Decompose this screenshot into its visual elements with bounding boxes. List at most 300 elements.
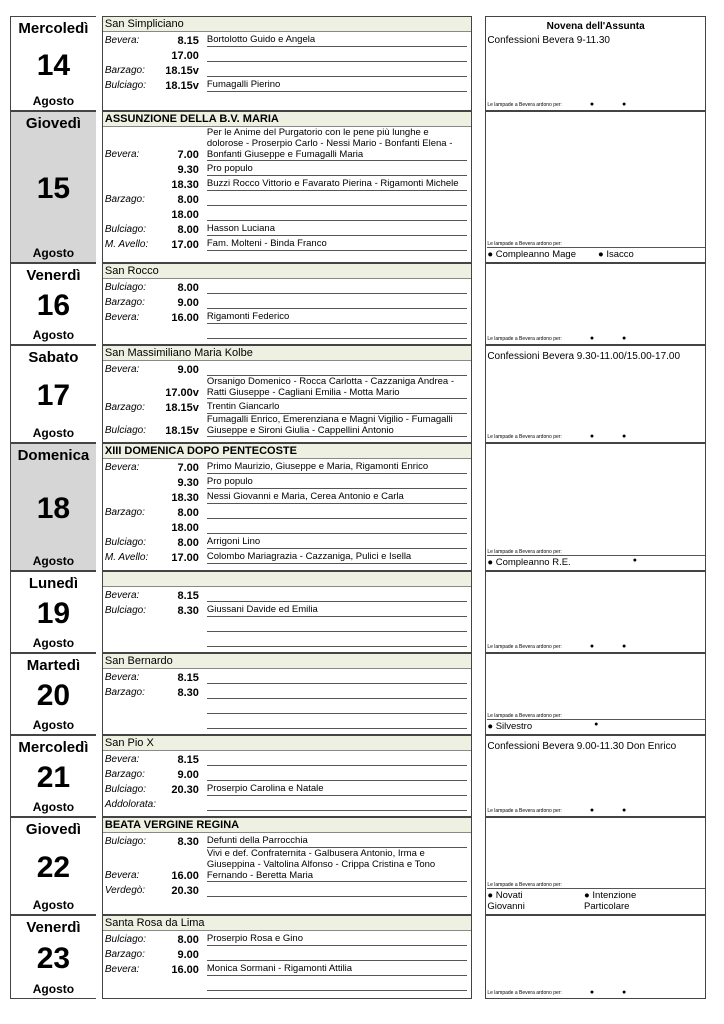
column-gap	[472, 915, 485, 999]
mass-intention	[207, 701, 467, 714]
mass-time: 16.00	[171, 870, 199, 882]
mass-time: 9.30	[177, 477, 199, 489]
mass-intention	[207, 49, 467, 62]
date-box	[10, 263, 96, 345]
mass-row	[103, 602, 471, 617]
mass-intention: Colombo Mariagrazia - Cazzaniga, Pulici e Isella	[207, 551, 467, 564]
mass-intention: Orsanigo Domenico - Rocca Carlotta - Cazzaniga Andrea - Ratti Giuseppe - Cagliani Emilia - Motta Mario	[207, 376, 467, 399]
saint-of-day: San Massimiliano Maria Kolbe	[103, 346, 471, 361]
mass-row	[103, 976, 471, 991]
mass-row	[103, 361, 471, 376]
day-number: 14	[36, 48, 71, 82]
mass-location: M. Avello:	[104, 552, 149, 563]
mass-intention: Defunti della Parrocchia	[207, 835, 467, 848]
mass-schedule	[102, 735, 472, 817]
mass-location: Bevera:	[104, 754, 140, 765]
mass-intention: Arrigoni Lino	[207, 536, 467, 549]
confession-note: Confessioni Bevera 9.30-11.00/15.00-17.00	[487, 351, 681, 362]
lamp-entry-text: Isacco	[606, 249, 634, 260]
day-block	[10, 915, 706, 999]
weekday-name: Giovedì	[25, 115, 81, 132]
day-number: 21	[36, 761, 71, 794]
mass-intention: Proserpio Carolina e Natale	[207, 783, 467, 796]
mass-time: 18.00	[171, 522, 199, 534]
mass-time: 18.15v	[165, 425, 199, 437]
mass-location: Barzago:	[104, 949, 145, 960]
mass-row	[103, 714, 471, 729]
mass-time: 17.00	[171, 239, 199, 251]
mass-intention: Vivi e def. Confraternita - Galbusera Antonio, Irma e Giuseppina - Valtolina Alfonso - Crippa Cristina e Tono Fernando - Beretta Maria	[207, 848, 467, 882]
mass-intention	[207, 753, 467, 766]
day-number: 20	[36, 679, 71, 712]
mass-schedule	[102, 571, 472, 653]
mass-location: Bulciago:	[104, 537, 147, 548]
lamp-label: Le lampade a Bevera ardono per:	[487, 882, 562, 888]
weekday-name: Sabato	[28, 349, 79, 366]
bullet-icon: ●	[487, 890, 496, 901]
mass-time: 18.00	[171, 209, 199, 221]
mass-time: 18.15v	[165, 402, 199, 414]
mass-row	[103, 796, 471, 811]
mass-location: Bevera:	[104, 149, 140, 160]
mass-row	[103, 504, 471, 519]
lamp-entry-text: Silvestro	[495, 721, 533, 732]
saint-of-day: ASSUNZIONE DELLA B.V. MARIA	[103, 112, 471, 127]
weekday-name: Mercoledì	[18, 20, 89, 37]
mass-row	[103, 279, 471, 294]
date-box	[10, 915, 96, 999]
mass-row	[103, 206, 471, 221]
lamp-entry	[487, 890, 562, 912]
mass-time: 8.15	[177, 672, 199, 684]
mass-time: 8.00	[177, 537, 199, 549]
confession-note: Confessioni Bevera 9.00-11.30 Don Enrico	[487, 741, 677, 752]
mass-row	[103, 294, 471, 309]
mass-intention: Monica Sormani - Rigamonti Attilia	[207, 963, 467, 976]
bullet-icon: ●	[622, 101, 627, 108]
column-gap	[472, 735, 485, 817]
lamp-dedications	[487, 241, 705, 260]
mass-intention	[207, 619, 467, 632]
lamp-label: Le lampade a Bevera ardono per:	[487, 336, 562, 342]
lamp-dedications	[487, 433, 705, 440]
mass-schedule	[102, 345, 472, 443]
bullet-icon: ●	[589, 807, 595, 814]
mass-row	[103, 161, 471, 176]
day-block	[10, 111, 706, 263]
mass-intention: Hasson Luciana	[207, 223, 467, 236]
bullet-icon: ●	[589, 989, 595, 996]
bullet-icon: ●	[487, 249, 496, 260]
lamp-label: Le lampade a Bevera ardono per:	[487, 990, 562, 996]
mass-time: 20.30	[171, 784, 199, 796]
lamp-dedications	[487, 549, 705, 568]
mass-intention	[207, 326, 467, 339]
day-number: 23	[36, 942, 71, 975]
mass-time: 17.00v	[165, 387, 199, 399]
day-block	[10, 263, 706, 345]
lamp-entry-text: Compleanno R.E.	[495, 557, 571, 568]
mass-row	[103, 236, 471, 251]
mass-row	[103, 751, 471, 766]
mass-row	[103, 587, 471, 602]
notes-column	[485, 263, 706, 345]
bullet-icon: ●	[589, 335, 595, 342]
saint-of-day: San Simpliciano	[103, 17, 471, 32]
lamp-list	[487, 247, 705, 260]
day-block	[10, 345, 706, 443]
saint-of-day: San Pio X	[103, 736, 471, 751]
lamp-dedications	[487, 643, 705, 650]
mass-intention: Rigamonti Federico	[207, 311, 467, 324]
mass-row	[103, 549, 471, 564]
column-gap	[472, 16, 485, 111]
mass-location: Bulciago:	[104, 282, 147, 293]
lamp-label: Le lampade a Bevera ardono per:	[487, 713, 562, 719]
mass-row	[103, 781, 471, 796]
mass-row	[103, 848, 471, 882]
mass-row	[103, 766, 471, 781]
lamp-list	[487, 719, 705, 732]
column-gap	[472, 817, 485, 915]
weekday-name: Martedì	[26, 657, 81, 674]
mass-time: 8.15	[177, 35, 199, 47]
month-name: Agosto	[32, 328, 75, 342]
column-gap	[472, 443, 485, 571]
mass-intention	[207, 296, 467, 309]
mass-time: 8.00	[177, 224, 199, 236]
lamp-dedications	[487, 882, 705, 912]
mass-row	[103, 191, 471, 206]
month-name: Agosto	[32, 246, 75, 260]
date-box	[10, 443, 96, 571]
mass-row	[103, 309, 471, 324]
notes-column	[485, 443, 706, 571]
day-block	[10, 735, 706, 817]
mass-intention: Fumagalli Enrico, Emerenziana e Magni Vigilio - Fumagalli Giuseppe e Sironi Giulia - Cappellini Antonio	[207, 414, 467, 437]
date-box	[10, 345, 96, 443]
mass-row	[103, 414, 471, 437]
day-number: 18	[36, 492, 71, 525]
mass-time: 8.00	[177, 282, 199, 294]
mass-intention	[207, 978, 467, 991]
mass-time: 9.00	[177, 297, 199, 309]
notes-column	[485, 111, 706, 263]
mass-schedule	[102, 817, 472, 915]
lamp-dedications	[487, 101, 705, 108]
day-block	[10, 443, 706, 571]
month-name: Agosto	[32, 636, 75, 650]
mass-row	[103, 617, 471, 632]
mass-time: 9.00	[177, 949, 199, 961]
mass-intention: Buzzi Rocco Vittorio e Favarato Pierina - Rigamonti Michele	[207, 178, 467, 191]
mass-time: 8.00	[177, 194, 199, 206]
lamp-entry	[487, 557, 570, 568]
mass-row	[103, 833, 471, 848]
mass-intention: Pro populo	[207, 476, 467, 489]
mass-intention	[207, 208, 467, 221]
mass-intention	[207, 686, 467, 699]
mass-time: 18.30	[171, 492, 199, 504]
weekday-name: Mercoledì	[18, 739, 89, 756]
date-box	[10, 653, 96, 735]
mass-time: 17.00	[171, 50, 199, 62]
mass-schedule	[102, 16, 472, 111]
weekday-name: Venerdì	[26, 919, 81, 936]
lamp-entry-text: Compleanno Mage	[495, 249, 576, 260]
weekday-name: Domenica	[17, 447, 90, 464]
mass-location: Bevera:	[104, 462, 140, 473]
mass-intention	[207, 768, 467, 781]
month-name: Agosto	[32, 718, 75, 732]
notes-column	[485, 571, 706, 653]
mass-location: Bevera:	[104, 312, 140, 323]
mass-intention	[207, 281, 467, 294]
lamp-label: Le lampade a Bevera ardono per:	[487, 434, 562, 440]
mass-time: 8.15	[177, 754, 199, 766]
mass-intention	[207, 884, 467, 897]
lamp-entry	[487, 721, 532, 732]
month-name: Agosto	[32, 426, 75, 440]
bullet-icon: ●	[584, 890, 593, 901]
lamp-entry	[487, 249, 576, 260]
bullet-icon: ●	[632, 557, 637, 564]
mass-time: 16.00	[171, 312, 199, 324]
day-number: 16	[36, 289, 71, 322]
notes-column	[485, 817, 706, 915]
mass-intention: Trentin Giancarlo	[207, 401, 467, 414]
column-gap	[472, 653, 485, 735]
day-number: 17	[36, 379, 71, 412]
lamp-entry	[598, 249, 634, 260]
notes-column	[485, 915, 706, 999]
mass-schedule	[102, 443, 472, 571]
mass-row	[103, 77, 471, 92]
mass-row	[103, 519, 471, 534]
mass-time: 7.00	[177, 462, 199, 474]
mass-row	[103, 946, 471, 961]
bullet-icon: ●	[622, 433, 627, 440]
month-name: Agosto	[32, 898, 75, 912]
mass-intention	[207, 193, 467, 206]
mass-location: Verdegò:	[104, 885, 146, 896]
column-gap	[472, 111, 485, 263]
column-gap	[472, 263, 485, 345]
day-block	[10, 817, 706, 915]
saint-of-day: Santa Rosa da Lima	[103, 916, 471, 931]
mass-row	[103, 931, 471, 946]
mass-location: Barzago:	[104, 687, 145, 698]
mass-time: 20.30	[171, 885, 199, 897]
day-block	[10, 653, 706, 735]
novena-title: Novena dell'Assunta	[546, 21, 645, 32]
lamp-entry-text: Intenzione Particolare	[584, 890, 637, 912]
weekday-name: Venerdì	[26, 267, 81, 284]
lamp-label: Le lampade a Bevera ardono per:	[487, 644, 562, 650]
mass-intention: Per le Anime del Purgatorio con le pene più lunghe e dolorose - Proserpio Carlo - Nessi Mario - Bonfanti Elena - Bonfanti Giuseppe e Fumagalli Maria	[207, 127, 467, 161]
mass-intention: Fumagalli Pierino	[207, 79, 467, 92]
notes-column	[485, 735, 706, 817]
mass-location: Barzago:	[104, 769, 145, 780]
mass-location: M. Avello:	[104, 239, 149, 250]
saint-of-day: San Rocco	[103, 264, 471, 279]
mass-schedule	[102, 915, 472, 999]
mass-location: Barzago:	[104, 402, 145, 413]
notes-column	[485, 345, 706, 443]
date-box	[10, 111, 96, 263]
mass-location: Bulciago:	[104, 934, 147, 945]
day-block	[10, 16, 706, 111]
lamp-dedications	[487, 335, 705, 342]
day-number: 15	[36, 172, 71, 205]
mass-row	[103, 474, 471, 489]
mass-intention	[207, 506, 467, 519]
mass-location: Barzago:	[104, 194, 145, 205]
mass-location: Addolorata:	[104, 799, 157, 810]
mass-time: 8.15	[177, 590, 199, 602]
notes-column	[485, 16, 706, 111]
mass-time: 18.15v	[165, 65, 199, 77]
lamp-list	[487, 555, 705, 568]
mass-time: 9.30	[177, 164, 199, 176]
lamp-list	[487, 888, 705, 912]
mass-row	[103, 176, 471, 191]
bullet-icon: ●	[597, 249, 607, 260]
saint-of-day: BEATA VERGINE REGINA	[103, 818, 471, 833]
bullet-icon: ●	[487, 721, 496, 732]
date-box	[10, 571, 96, 653]
mass-intention	[207, 634, 467, 647]
bullet-icon: ●	[589, 643, 595, 650]
mass-intention	[207, 363, 467, 376]
mass-location: Bulciago:	[104, 224, 147, 235]
mass-time: 8.30	[177, 687, 199, 699]
mass-location: Bevera:	[104, 35, 140, 46]
mass-time: 18.30	[171, 179, 199, 191]
mass-row	[103, 669, 471, 684]
mass-time: 8.00	[177, 934, 199, 946]
lamp-dedications	[487, 807, 705, 814]
day-block	[10, 571, 706, 653]
mass-intention: Giussani Davide ed Emilia	[207, 604, 467, 617]
mass-location: Barzago:	[104, 297, 145, 308]
lamp-dedications	[487, 989, 705, 996]
mass-time: 16.00	[171, 964, 199, 976]
mass-row	[103, 399, 471, 414]
bullet-icon: ●	[594, 721, 599, 728]
mass-time: 8.00	[177, 507, 199, 519]
mass-intention: Pro populo	[207, 163, 467, 176]
mass-row	[103, 489, 471, 504]
mass-schedule	[102, 111, 472, 263]
bullet-icon: ●	[487, 557, 496, 568]
mass-time: 8.30	[177, 836, 199, 848]
calendar-page	[10, 16, 706, 999]
mass-intention: Bortolotto Guido e Angela	[207, 34, 467, 47]
mass-location: Barzago:	[104, 507, 145, 518]
mass-intention	[207, 716, 467, 729]
mass-location: Bulciago:	[104, 836, 147, 847]
mass-location: Bevera:	[104, 672, 140, 683]
mass-intention: Nessi Giovanni e Maria, Cerea Antonio e Carla	[207, 491, 467, 504]
mass-location: Bevera:	[104, 964, 140, 975]
saint-of-day: San Bernardo	[103, 654, 471, 669]
mass-intention: Proserpio Rosa e Gino	[207, 933, 467, 946]
lamp-entry-text: Novati Giovanni	[487, 890, 525, 912]
month-name: Agosto	[32, 94, 75, 108]
bullet-icon: ●	[622, 335, 627, 342]
mass-time: 8.30	[177, 605, 199, 617]
mass-location: Bulciago:	[104, 425, 147, 436]
lamp-dedications	[487, 713, 705, 732]
mass-location: Bulciago:	[104, 605, 147, 616]
mass-time: 9.00	[177, 364, 199, 376]
bullet-icon: ●	[589, 433, 595, 440]
mass-row	[103, 459, 471, 474]
mass-row	[103, 127, 471, 161]
mass-location: Bulciago:	[104, 80, 147, 91]
lamp-label: Le lampade a Bevera ardono per:	[487, 241, 562, 247]
bullet-icon: ●	[622, 989, 627, 996]
mass-row	[103, 961, 471, 976]
weekday-name: Lunedì	[28, 575, 79, 592]
notes-column	[485, 653, 706, 735]
mass-location: Barzago:	[104, 65, 145, 76]
mass-row	[103, 324, 471, 339]
saint-of-day	[103, 572, 471, 587]
month-name: Agosto	[32, 800, 75, 814]
bullet-icon: ●	[622, 643, 627, 650]
lamp-entry	[584, 890, 683, 912]
mass-schedule	[102, 263, 472, 345]
mass-time: 18.15v	[165, 80, 199, 92]
mass-location: Bevera:	[104, 590, 140, 601]
day-number: 19	[36, 597, 71, 630]
mass-schedule	[102, 653, 472, 735]
saint-of-day: XIII DOMENICA DOPO PENTECOSTE	[103, 444, 471, 459]
mass-row	[103, 221, 471, 236]
mass-intention: Fam. Molteni - Binda Franco	[207, 238, 467, 251]
mass-row	[103, 62, 471, 77]
bullet-icon: ●	[622, 807, 627, 814]
date-box	[10, 735, 96, 817]
date-box	[10, 817, 96, 915]
column-gap	[472, 571, 485, 653]
mass-row	[103, 32, 471, 47]
mass-intention	[207, 798, 467, 811]
lamp-label: Le lampade a Bevera ardono per:	[487, 102, 562, 108]
weekday-name: Giovedì	[25, 821, 81, 838]
mass-row	[103, 882, 471, 897]
mass-intention	[207, 948, 467, 961]
mass-row	[103, 534, 471, 549]
column-gap	[472, 345, 485, 443]
lamp-label: Le lampade a Bevera ardono per:	[487, 549, 562, 555]
month-name: Agosto	[32, 554, 75, 568]
confession-note: Confessioni Bevera 9-11.30	[487, 35, 610, 46]
mass-time: 7.00	[177, 149, 199, 161]
mass-intention: Primo Maurizio, Giuseppe e Maria, Rigamonti Enrico	[207, 461, 467, 474]
mass-row	[103, 684, 471, 699]
mass-intention	[207, 589, 467, 602]
lamp-label: Le lampade a Bevera ardono per:	[487, 808, 562, 814]
mass-row	[103, 699, 471, 714]
mass-intention	[207, 64, 467, 77]
date-box	[10, 16, 96, 111]
mass-location: Bulciago:	[104, 784, 147, 795]
mass-intention	[207, 671, 467, 684]
bullet-icon: ●	[589, 101, 595, 108]
